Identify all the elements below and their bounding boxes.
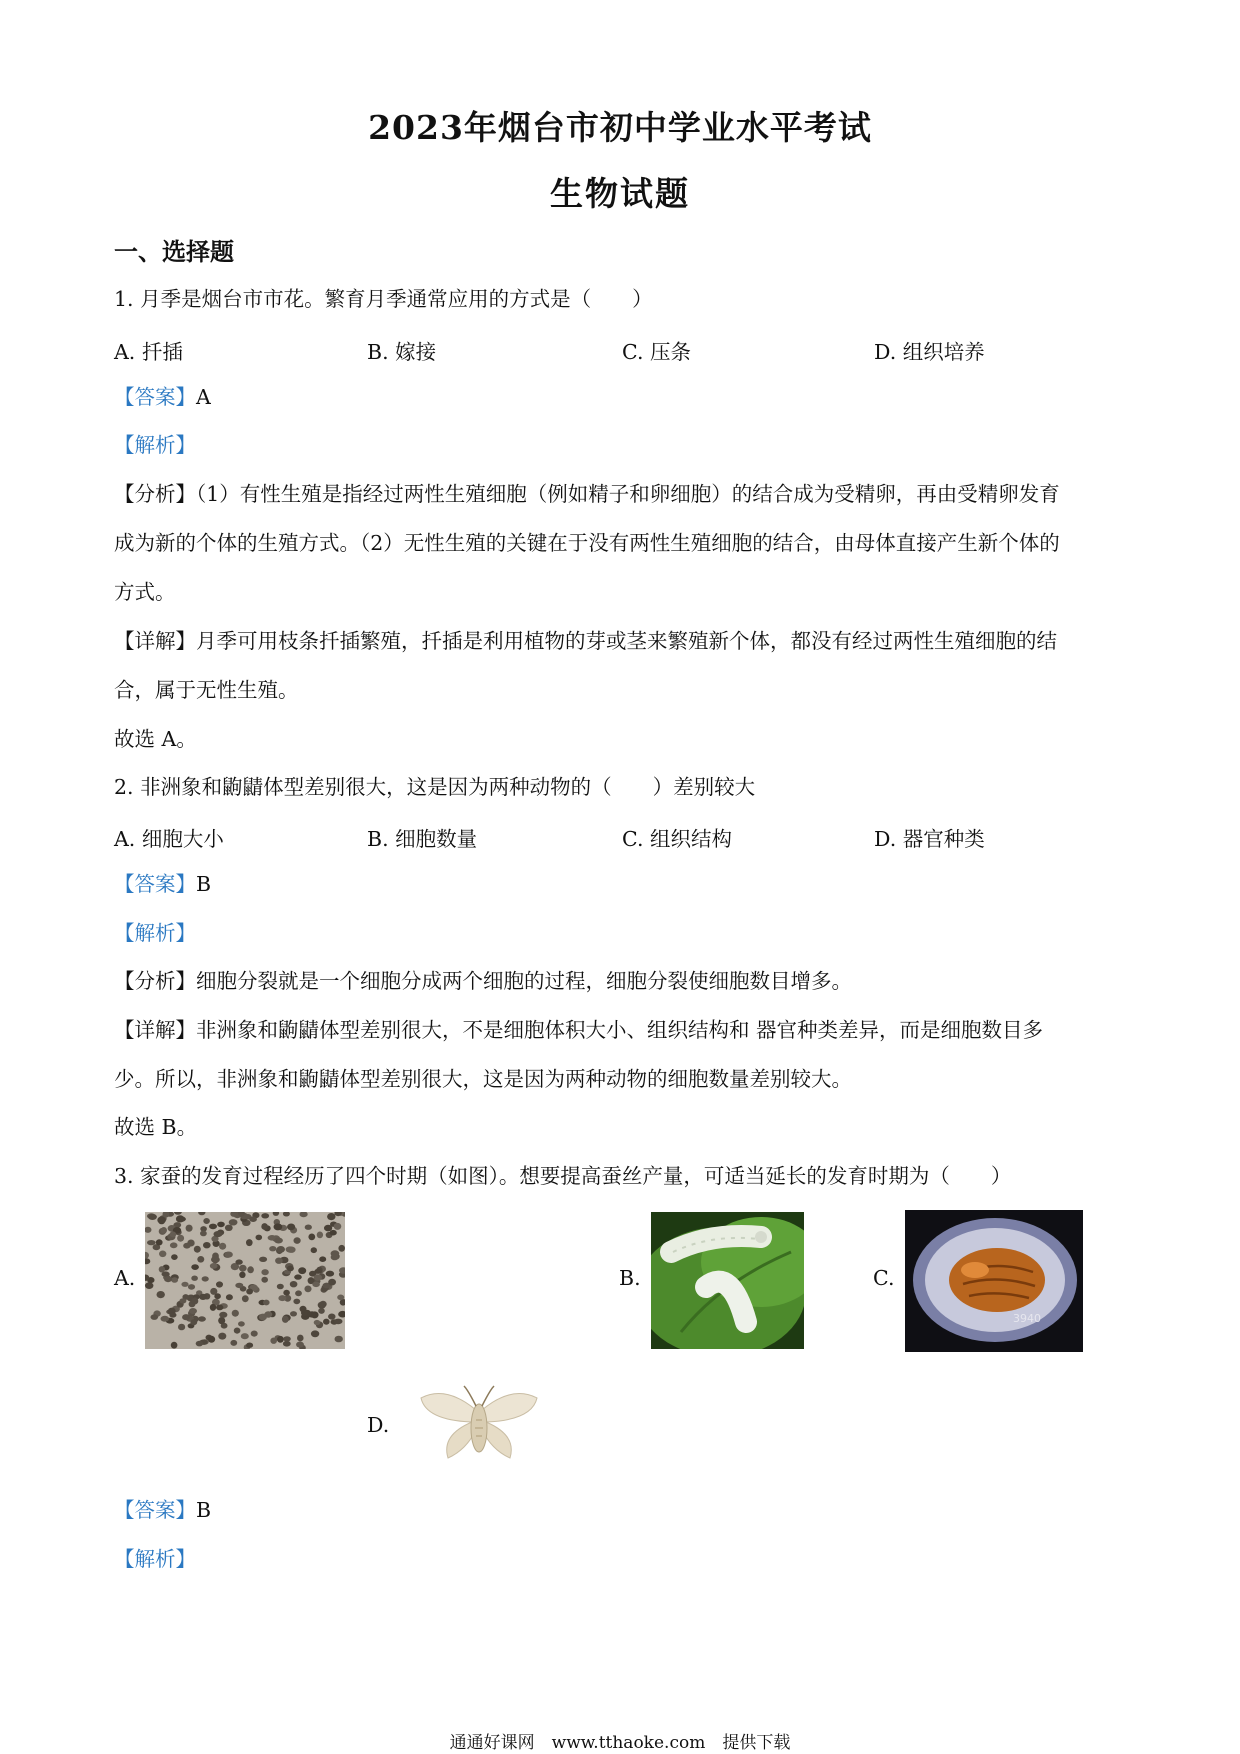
q1-conclusion: 故选 A。 bbox=[114, 727, 197, 751]
answer-tag: 【答案】 bbox=[114, 1498, 196, 1522]
q3-option-d-label: D. bbox=[367, 1413, 390, 1437]
answer-value: B bbox=[196, 872, 212, 896]
q2-option-a: A. 细胞大小 bbox=[114, 827, 224, 851]
pupa-stamp: 3940 bbox=[1013, 1312, 1041, 1325]
q1-answer bbox=[114, 383, 1126, 411]
q1-analysis-tag bbox=[114, 431, 1126, 459]
q1-xiangjie-line-1 bbox=[114, 627, 1126, 655]
q1-option-b: B. 嫁接 bbox=[367, 340, 437, 364]
q1-option-d: D. 组织培养 bbox=[874, 340, 985, 364]
q1-stem: 1. 月季是烟台市市花。繁育月季通常应用的方式是（ ） bbox=[114, 287, 653, 311]
q2-xiangjie-line-2: 少。所以，非洲象和鼩鼱体型差别很大，这是因为两种动物的细胞数量差别较大。 bbox=[114, 1067, 852, 1091]
silkworm-larvae-image bbox=[651, 1212, 804, 1349]
q1-fenxi-line-2: 成为新的个体的生殖方式。（2）无性生殖的关键在于没有两性生殖细胞的结合，由母体直接产生新个体的 bbox=[114, 531, 1060, 555]
xiangjie-text: 非洲象和鼩鼱体型差别很大，不是细胞体积大小、组织结构和 器官种类差异，而是细胞数目多 bbox=[196, 1018, 1044, 1042]
xiangjie-tag: 【详解】 bbox=[114, 629, 196, 653]
q3-stem: 3. 家蚕的发育过程经历了四个时期（如图）。想要提高蚕丝产量，可适当延长的发育时期为（ ） bbox=[114, 1164, 1012, 1188]
exam-title: 2023年烟台市初中学业水平考试 bbox=[368, 108, 872, 147]
answer-tag: 【答案】 bbox=[114, 385, 196, 409]
q1-xiangjie-line-2: 合，属于无性生殖。 bbox=[114, 678, 299, 702]
q1-fenxi-line-1 bbox=[114, 480, 1126, 508]
q3-option-a-label: A. bbox=[114, 1266, 136, 1290]
silkworm-eggs-image bbox=[145, 1212, 345, 1349]
q2-option-c: C. 组织结构 bbox=[622, 827, 732, 851]
exam-subtitle: 生物试题 bbox=[550, 174, 690, 213]
pupa-illustration bbox=[905, 1210, 1083, 1352]
q3-analysis-tag bbox=[114, 1545, 1126, 1573]
analysis-tag: 【解析】 bbox=[114, 433, 196, 457]
eggs-illustration bbox=[145, 1212, 345, 1349]
fenxi-tag: 【分析】 bbox=[114, 482, 196, 506]
q2-option-b: B. 细胞数量 bbox=[367, 827, 478, 851]
answer-value: A bbox=[196, 385, 211, 409]
answer-tag: 【答案】 bbox=[114, 872, 196, 896]
fenxi-text: （1）有性生殖是指经过两性生殖细胞（例如精子和卵细胞）的结合成为受精卵，再由受精卵发育 bbox=[196, 482, 1060, 506]
analysis-tag: 【解析】 bbox=[114, 1547, 196, 1571]
xiangjie-tag: 【详解】 bbox=[114, 1018, 196, 1042]
q2-option-d: D. 器官种类 bbox=[874, 827, 985, 851]
q3-answer bbox=[114, 1496, 1126, 1524]
analysis-tag: 【解析】 bbox=[114, 921, 196, 945]
fenxi-text: 细胞分裂就是一个细胞分成两个细胞的过程，细胞分裂使细胞数目增多。 bbox=[196, 969, 852, 993]
silkworm-pupa-image bbox=[905, 1210, 1083, 1352]
section-heading: 一、选择题 bbox=[114, 237, 234, 266]
q1-option-c: C. 压条 bbox=[622, 340, 691, 364]
answer-value: B bbox=[196, 1498, 212, 1522]
q2-stem: 2. 非洲象和鼩鼱体型差别很大，这是因为两种动物的（ ）差别较大 bbox=[114, 775, 756, 799]
larvae-illustration bbox=[651, 1212, 804, 1349]
q2-xiangjie-line-1 bbox=[114, 1016, 1126, 1044]
q3-option-b-label: B. bbox=[619, 1266, 641, 1290]
q2-analysis-tag bbox=[114, 919, 1126, 947]
fenxi-tag: 【分析】 bbox=[114, 969, 196, 993]
moth-illustration bbox=[416, 1380, 542, 1465]
q1-fenxi-line-3: 方式。 bbox=[114, 580, 176, 604]
xiangjie-text: 月季可用枝条扦插繁殖，扦插是利用植物的芽或茎来繁殖新个体，都没有经过两性生殖细胞的结 bbox=[196, 629, 1057, 653]
q2-answer bbox=[114, 870, 1126, 898]
q1-option-a: A. 扦插 bbox=[114, 340, 183, 364]
q3-option-c-label: C. bbox=[873, 1266, 895, 1290]
page-footer: 通通好课网 www.tthaoke.com 提供下载 bbox=[449, 1733, 791, 1753]
silkworm-moth-image bbox=[416, 1380, 542, 1465]
q2-conclusion: 故选 B。 bbox=[114, 1115, 198, 1139]
q2-fenxi-line-1 bbox=[114, 967, 1126, 995]
